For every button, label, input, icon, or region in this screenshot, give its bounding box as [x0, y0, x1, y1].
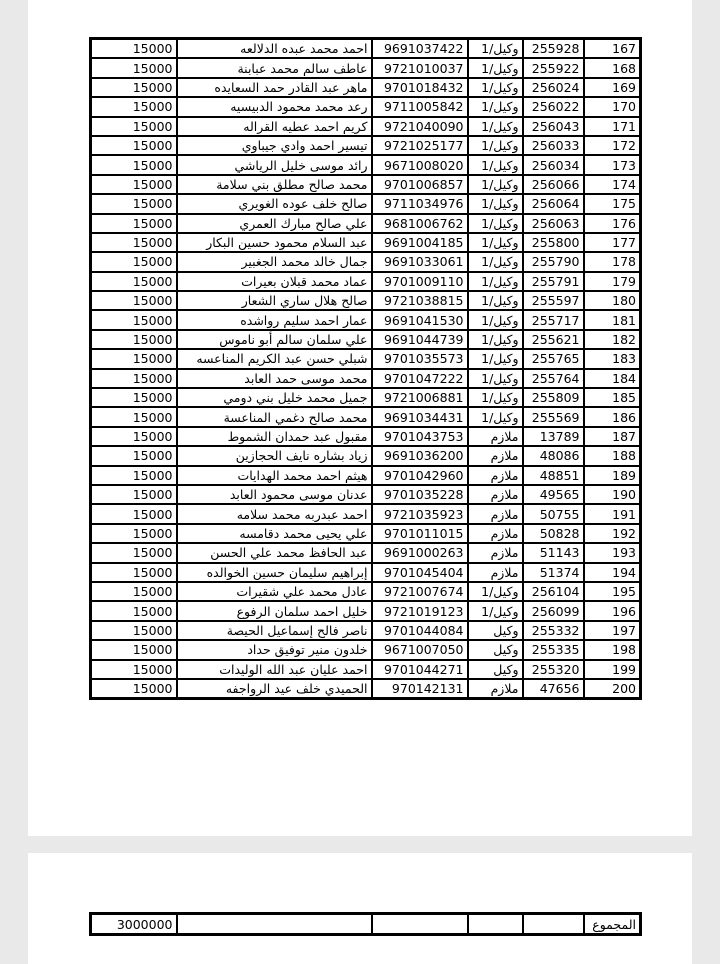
rank-cell: وكيل/1	[468, 214, 523, 233]
amount-cell: 15000	[91, 175, 177, 194]
name-cell: خلدون منير توفيق حداد	[177, 640, 372, 659]
military-number-cell: 51374	[523, 563, 584, 582]
amount-cell: 15000	[91, 58, 177, 77]
national-id-cell: 9721025177	[372, 136, 468, 155]
table-row	[91, 194, 641, 213]
rank-cell: وكيل/1	[468, 117, 523, 136]
total-row	[91, 914, 641, 935]
total-amount: 3000000	[91, 914, 177, 935]
military-number-cell: 256022	[523, 97, 584, 116]
amount-cell: 15000	[91, 388, 177, 407]
national-id-cell: 9701018432	[372, 78, 468, 97]
sequence-number-cell: 200	[584, 679, 641, 699]
national-id-cell: 9691036200	[372, 446, 468, 465]
total-label: المجموع	[584, 914, 641, 935]
national-id-cell: 9701044271	[372, 660, 468, 679]
national-id-cell: 9691041530	[372, 310, 468, 329]
sequence-number-cell: 195	[584, 582, 641, 601]
military-number-cell: 255332	[523, 621, 584, 640]
national-id-cell: 9691033061	[372, 252, 468, 271]
amount-cell: 15000	[91, 504, 177, 523]
sequence-number-cell: 168	[584, 58, 641, 77]
national-id-cell: 9721006881	[372, 388, 468, 407]
sequence-number-cell: 196	[584, 601, 641, 620]
name-cell: عمار احمد سليم رواشده	[177, 310, 372, 329]
sequence-number-cell: 174	[584, 175, 641, 194]
amount-cell: 15000	[91, 136, 177, 155]
amount-cell: 15000	[91, 233, 177, 252]
national-id-cell: 9691044739	[372, 330, 468, 349]
rank-cell: وكيل/1	[468, 369, 523, 388]
amount-cell: 15000	[91, 330, 177, 349]
sequence-number-cell: 199	[584, 660, 641, 679]
military-number-cell: 48086	[523, 446, 584, 465]
rank-cell: وكيل/1	[468, 582, 523, 601]
rank-cell: ملازم	[468, 563, 523, 582]
amount-cell: 15000	[91, 407, 177, 426]
name-cell: عدنان موسى محمود العابد	[177, 485, 372, 504]
rank-cell: وكيل/1	[468, 97, 523, 116]
rank-cell: ملازم	[468, 485, 523, 504]
sequence-number-cell: 193	[584, 543, 641, 562]
amount-cell: 15000	[91, 563, 177, 582]
personnel-table	[89, 37, 642, 700]
rank-cell: وكيل/1	[468, 252, 523, 271]
name-cell: علي يحيى محمد دقامسه	[177, 524, 372, 543]
name-cell: الحميدي خلف عيد الرواجفه	[177, 679, 372, 699]
national-id-cell: 970142131	[372, 679, 468, 699]
amount-cell: 15000	[91, 427, 177, 446]
military-number-cell: 256064	[523, 194, 584, 213]
military-number-cell: 255597	[523, 291, 584, 310]
name-cell: مقبول عبد حمدان الشموط	[177, 427, 372, 446]
sequence-number-cell: 189	[584, 466, 641, 485]
sequence-number-cell: 188	[584, 446, 641, 465]
rank-cell: ملازم	[468, 427, 523, 446]
table-row	[91, 252, 641, 271]
national-id-cell: 9691037422	[372, 39, 468, 59]
table-row	[91, 485, 641, 504]
amount-cell: 15000	[91, 640, 177, 659]
national-id-cell: 9701011015	[372, 524, 468, 543]
military-number-cell: 255922	[523, 58, 584, 77]
empty-cell	[372, 914, 468, 935]
table-row	[91, 621, 641, 640]
rank-cell: وكيل	[468, 640, 523, 659]
rank-cell: ملازم	[468, 543, 523, 562]
table-row	[91, 330, 641, 349]
amount-cell: 15000	[91, 485, 177, 504]
rank-cell: ملازم	[468, 504, 523, 523]
sequence-number-cell: 172	[584, 136, 641, 155]
national-id-cell: 9671007050	[372, 640, 468, 659]
sequence-number-cell: 198	[584, 640, 641, 659]
rank-cell: وكيل/1	[468, 155, 523, 174]
sequence-number-cell: 176	[584, 214, 641, 233]
military-number-cell: 48851	[523, 466, 584, 485]
table-row	[91, 524, 641, 543]
name-cell: عادل محمد علي شقيرات	[177, 582, 372, 601]
rank-cell: ملازم	[468, 446, 523, 465]
military-number-cell: 256099	[523, 601, 584, 620]
national-id-cell: 9701006857	[372, 175, 468, 194]
national-id-cell: 9701035573	[372, 349, 468, 368]
national-id-cell: 9721040090	[372, 117, 468, 136]
table-row	[91, 97, 641, 116]
name-cell: محمد موسى حمد العابد	[177, 369, 372, 388]
amount-cell: 15000	[91, 291, 177, 310]
name-cell: رعد محمد محمود الدبيسيه	[177, 97, 372, 116]
table-row	[91, 136, 641, 155]
table-row	[91, 291, 641, 310]
amount-cell: 15000	[91, 97, 177, 116]
name-cell: احمد محمد عبده الدلالعه	[177, 39, 372, 59]
rank-cell: وكيل/1	[468, 407, 523, 426]
table-row	[91, 155, 641, 174]
name-cell: جمال خالد محمد الجغبير	[177, 252, 372, 271]
document-page-1	[28, 0, 692, 836]
name-cell: ناصر فالح إسماعيل الحيصة	[177, 621, 372, 640]
sequence-number-cell: 190	[584, 485, 641, 504]
military-number-cell: 255800	[523, 233, 584, 252]
sequence-number-cell: 184	[584, 369, 641, 388]
name-cell: تيسير احمد وادي جيباوي	[177, 136, 372, 155]
national-id-cell: 9691034431	[372, 407, 468, 426]
national-id-cell: 9701047222	[372, 369, 468, 388]
military-number-cell: 255569	[523, 407, 584, 426]
name-cell: شبلي حسن عبد الكريم المناعسه	[177, 349, 372, 368]
table-row	[91, 466, 641, 485]
name-cell: عماد محمد قبلان بعيرات	[177, 272, 372, 291]
amount-cell: 15000	[91, 621, 177, 640]
table-row	[91, 388, 641, 407]
name-cell: هيثم احمد محمد الهدايات	[177, 466, 372, 485]
military-number-cell: 255717	[523, 310, 584, 329]
name-cell: عاطف سالم محمد عبابنة	[177, 58, 372, 77]
table-row	[91, 407, 641, 426]
name-cell: ماهر عبد القادر حمد السعايده	[177, 78, 372, 97]
sequence-number-cell: 167	[584, 39, 641, 59]
rank-cell: وكيل/1	[468, 330, 523, 349]
amount-cell: 15000	[91, 446, 177, 465]
sequence-number-cell: 194	[584, 563, 641, 582]
name-cell: عبد السلام محمود حسين البكار	[177, 233, 372, 252]
table-row	[91, 640, 641, 659]
table-row	[91, 272, 641, 291]
table-row	[91, 78, 641, 97]
sequence-number-cell: 171	[584, 117, 641, 136]
empty-cell	[177, 914, 372, 935]
national-id-cell: 9701035228	[372, 485, 468, 504]
national-id-cell: 9681006762	[372, 214, 468, 233]
sequence-number-cell: 175	[584, 194, 641, 213]
amount-cell: 15000	[91, 524, 177, 543]
military-number-cell: 256066	[523, 175, 584, 194]
table-row	[91, 582, 641, 601]
sequence-number-cell: 191	[584, 504, 641, 523]
rank-cell: وكيل/1	[468, 175, 523, 194]
table-row	[91, 233, 641, 252]
name-cell: رائد موسى خليل الرياشي	[177, 155, 372, 174]
amount-cell: 15000	[91, 252, 177, 271]
national-id-cell: 9721019123	[372, 601, 468, 620]
national-id-cell: 9691000263	[372, 543, 468, 562]
amount-cell: 15000	[91, 466, 177, 485]
sequence-number-cell: 187	[584, 427, 641, 446]
name-cell: صالح خلف عوده الغويري	[177, 194, 372, 213]
total-table	[89, 912, 642, 936]
amount-cell: 15000	[91, 349, 177, 368]
empty-cell	[523, 914, 584, 935]
table-row	[91, 427, 641, 446]
rank-cell: وكيل/1	[468, 349, 523, 368]
rank-cell: وكيل/1	[468, 194, 523, 213]
sequence-number-cell: 169	[584, 78, 641, 97]
sequence-number-cell: 180	[584, 291, 641, 310]
rank-cell: وكيل/1	[468, 291, 523, 310]
table-row	[91, 504, 641, 523]
empty-cell	[468, 914, 523, 935]
sequence-number-cell: 177	[584, 233, 641, 252]
table-row	[91, 39, 641, 59]
table-row	[91, 349, 641, 368]
national-id-cell: 9671008020	[372, 155, 468, 174]
amount-cell: 15000	[91, 310, 177, 329]
table-body	[91, 39, 641, 699]
table-row	[91, 601, 641, 620]
rank-cell: وكيل/1	[468, 310, 523, 329]
military-number-cell: 50828	[523, 524, 584, 543]
name-cell: احمد عليان عبد الله الوليدات	[177, 660, 372, 679]
military-number-cell: 256034	[523, 155, 584, 174]
table-row	[91, 58, 641, 77]
amount-cell: 15000	[91, 543, 177, 562]
amount-cell: 15000	[91, 117, 177, 136]
national-id-cell: 9701009110	[372, 272, 468, 291]
table-row	[91, 679, 641, 699]
name-cell: محمد صالح مطلق بني سلامة	[177, 175, 372, 194]
military-number-cell: 47656	[523, 679, 584, 699]
amount-cell: 15000	[91, 155, 177, 174]
name-cell: كريم احمد عطيه القراله	[177, 117, 372, 136]
military-number-cell: 255790	[523, 252, 584, 271]
amount-cell: 15000	[91, 679, 177, 699]
rank-cell: وكيل/1	[468, 233, 523, 252]
national-id-cell: 9721007674	[372, 582, 468, 601]
military-number-cell: 256104	[523, 582, 584, 601]
amount-cell: 15000	[91, 214, 177, 233]
sequence-number-cell: 179	[584, 272, 641, 291]
sequence-number-cell: 178	[584, 252, 641, 271]
amount-cell: 15000	[91, 78, 177, 97]
military-number-cell: 255765	[523, 349, 584, 368]
military-number-cell: 255791	[523, 272, 584, 291]
rank-cell: وكيل/1	[468, 78, 523, 97]
table-row	[91, 446, 641, 465]
national-id-cell: 9691004185	[372, 233, 468, 252]
rank-cell: وكيل/1	[468, 136, 523, 155]
document-page-2	[28, 853, 692, 964]
name-cell: إبراهيم سليمان حسين الخوالده	[177, 563, 372, 582]
table-row	[91, 369, 641, 388]
table-row	[91, 214, 641, 233]
sequence-number-cell: 182	[584, 330, 641, 349]
amount-cell: 15000	[91, 660, 177, 679]
national-id-cell: 9721010037	[372, 58, 468, 77]
military-number-cell: 49565	[523, 485, 584, 504]
amount-cell: 15000	[91, 601, 177, 620]
national-id-cell: 9711005842	[372, 97, 468, 116]
military-number-cell: 256033	[523, 136, 584, 155]
military-number-cell: 255764	[523, 369, 584, 388]
national-id-cell: 9701043753	[372, 427, 468, 446]
table-row	[91, 310, 641, 329]
national-id-cell: 9721035923	[372, 504, 468, 523]
military-number-cell: 256043	[523, 117, 584, 136]
rank-cell: وكيل	[468, 621, 523, 640]
military-number-cell: 255928	[523, 39, 584, 59]
table-row	[91, 175, 641, 194]
sequence-number-cell: 170	[584, 97, 641, 116]
rank-cell: وكيل/1	[468, 601, 523, 620]
amount-cell: 15000	[91, 39, 177, 59]
name-cell: زياد بشاره نايف الحجازين	[177, 446, 372, 465]
military-number-cell: 255809	[523, 388, 584, 407]
military-number-cell: 13789	[523, 427, 584, 446]
rank-cell: وكيل	[468, 660, 523, 679]
name-cell: خليل احمد سلمان الرفوع	[177, 601, 372, 620]
national-id-cell: 9711034976	[372, 194, 468, 213]
amount-cell: 15000	[91, 582, 177, 601]
name-cell: صالح هلال ساري الشعار	[177, 291, 372, 310]
amount-cell: 15000	[91, 194, 177, 213]
amount-cell: 15000	[91, 272, 177, 291]
military-number-cell: 255320	[523, 660, 584, 679]
military-number-cell: 255621	[523, 330, 584, 349]
table-row	[91, 563, 641, 582]
rank-cell: ملازم	[468, 679, 523, 699]
table-row	[91, 543, 641, 562]
sequence-number-cell: 185	[584, 388, 641, 407]
national-id-cell: 9701045404	[372, 563, 468, 582]
name-cell: علي صالح مبارك العمري	[177, 214, 372, 233]
military-number-cell: 255335	[523, 640, 584, 659]
table-row	[91, 117, 641, 136]
sequence-number-cell: 173	[584, 155, 641, 174]
name-cell: احمد عبدربه محمد سلامه	[177, 504, 372, 523]
name-cell: علي سلمان سالم أبو ناموس	[177, 330, 372, 349]
sequence-number-cell: 181	[584, 310, 641, 329]
rank-cell: وكيل/1	[468, 58, 523, 77]
national-id-cell: 9721038815	[372, 291, 468, 310]
national-id-cell: 9701044084	[372, 621, 468, 640]
military-number-cell: 50755	[523, 504, 584, 523]
name-cell: عبد الحافظ محمد علي الحسن	[177, 543, 372, 562]
rank-cell: ملازم	[468, 466, 523, 485]
sequence-number-cell: 186	[584, 407, 641, 426]
rank-cell: ملازم	[468, 524, 523, 543]
name-cell: جميل محمد خليل بني دومي	[177, 388, 372, 407]
military-number-cell: 51143	[523, 543, 584, 562]
name-cell: محمد صالح دغمي المناعسة	[177, 407, 372, 426]
military-number-cell: 256063	[523, 214, 584, 233]
rank-cell: وكيل/1	[468, 39, 523, 59]
sequence-number-cell: 192	[584, 524, 641, 543]
sequence-number-cell: 183	[584, 349, 641, 368]
sequence-number-cell: 197	[584, 621, 641, 640]
national-id-cell: 9701042960	[372, 466, 468, 485]
rank-cell: وكيل/1	[468, 272, 523, 291]
military-number-cell: 256024	[523, 78, 584, 97]
rank-cell: وكيل/1	[468, 388, 523, 407]
amount-cell: 15000	[91, 369, 177, 388]
table-row	[91, 660, 641, 679]
